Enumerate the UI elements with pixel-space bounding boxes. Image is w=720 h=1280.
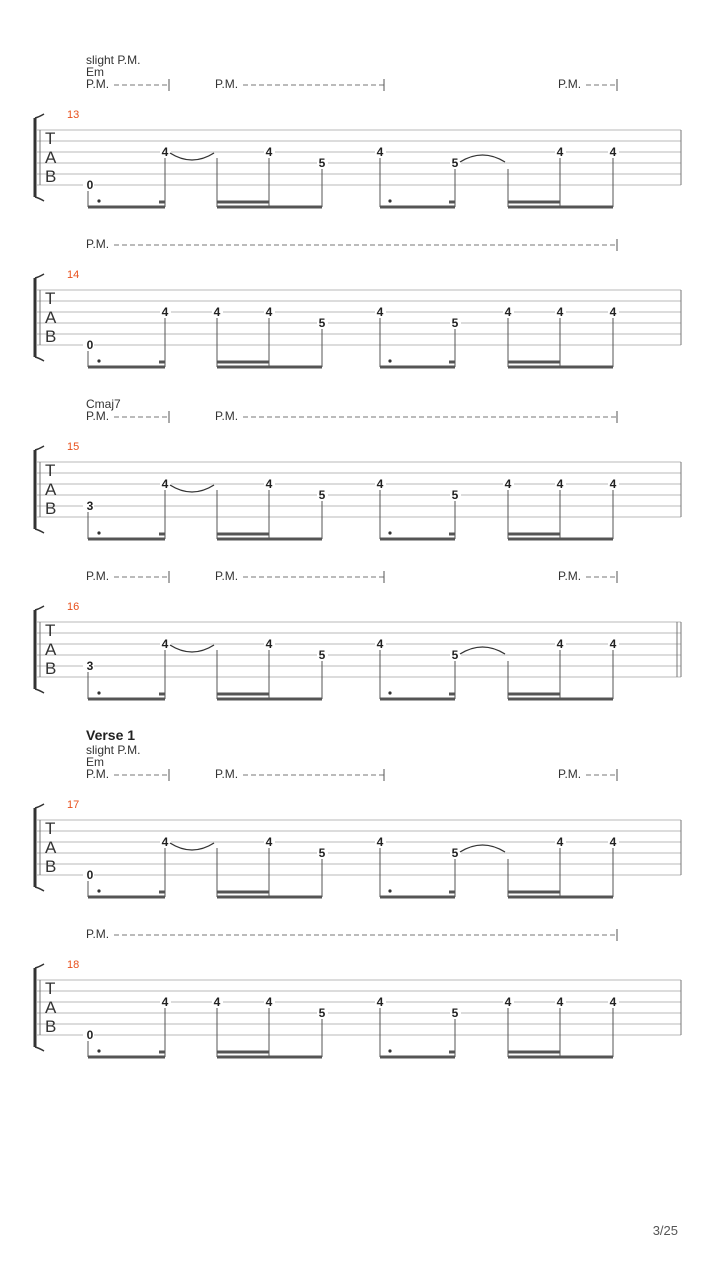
tie-arc [170,153,214,160]
tie-arc [170,485,214,492]
tab-clef-letter: A [45,480,57,499]
bracket-hook-top [35,114,44,118]
fret-number: 4 [265,145,273,159]
bar-number: 14 [67,269,80,281]
fret-number: 4 [161,995,169,1009]
fret-number: 4 [376,835,384,849]
tab-clef-letter: T [45,621,56,640]
fret-number: 4 [556,995,564,1009]
fret-number: 4 [161,637,169,651]
palm-mute-label: P.M. [558,77,582,91]
fret-number: 4 [376,637,384,651]
fret-number: 4 [504,995,512,1009]
bracket-hook-top [35,964,44,968]
fret-number: 4 [213,305,221,319]
rhythm-dot [97,691,100,694]
page-number: 3/25 [652,1223,678,1238]
bracket-hook-bottom [35,357,44,361]
fret-number: 4 [376,145,384,159]
rhythm-dot [388,889,391,892]
rhythm-dot [388,691,391,694]
fret-number: 4 [265,637,273,651]
fret-number: 3 [86,659,94,673]
fret-number: 0 [86,868,94,882]
fret-number: 4 [556,477,564,491]
fret-number: 4 [265,305,273,319]
tie-arc [170,843,214,850]
fret-number: 4 [376,477,384,491]
fret-number: 4 [556,305,564,319]
rhythm-dot [97,359,100,362]
fret-number: 5 [451,316,459,330]
bar-number: 18 [67,959,80,971]
fret-number: 4 [161,145,169,159]
fret-number: 5 [318,648,326,662]
slight-palm-mute-label: slight P.M. [86,53,141,67]
bracket-hook-bottom [35,689,44,693]
tie-arc [460,845,505,852]
bracket-hook-top [35,446,44,450]
slight-palm-mute-label: slight P.M. [86,743,141,757]
tab-clef-letter: B [45,499,57,518]
tab-clef-letter: B [45,659,57,678]
fret-number: 4 [161,835,169,849]
fret-number: 4 [161,305,169,319]
bar-number: 13 [67,109,80,121]
palm-mute-label: P.M. [558,569,582,583]
palm-mute-label: P.M. [215,569,239,583]
fret-number: 4 [609,477,617,491]
fret-number: 5 [451,156,459,170]
bracket-hook-bottom [35,887,44,891]
fret-number: 4 [609,145,617,159]
rhythm-dot [97,531,100,534]
fret-number: 0 [86,178,94,192]
fret-number: 5 [318,846,326,860]
tab-clef-letter: B [45,857,57,876]
tie-arc [460,155,505,162]
fret-number: 4 [504,477,512,491]
fret-number: 5 [451,846,459,860]
fret-number: 4 [556,637,564,651]
fret-number: 4 [556,835,564,849]
palm-mute-label: P.M. [86,77,110,91]
palm-mute-label: P.M. [558,767,582,781]
tab-clef-letter: T [45,819,56,838]
tab-clef-letter: A [45,148,57,167]
fret-number: 5 [318,156,326,170]
tab-clef-letter: A [45,640,57,659]
chord-name: Em [86,65,104,79]
fret-number: 4 [161,477,169,491]
tab-clef-letter: A [45,838,57,857]
tab-clef-letter: B [45,167,57,186]
fret-number: 4 [609,305,617,319]
bar-number: 16 [67,601,80,613]
rhythm-dot [388,199,391,202]
tab-clef-letter: T [45,461,56,480]
fret-number: 4 [213,995,221,1009]
fret-number: 0 [86,1028,94,1042]
tie-arc [170,645,214,652]
fret-number: 4 [609,995,617,1009]
rhythm-dot [97,889,100,892]
tab-clef-letter: T [45,979,56,998]
rhythm-dot [97,199,100,202]
palm-mute-label: P.M. [215,77,239,91]
palm-mute-label: P.M. [86,767,110,781]
bracket-hook-top [35,804,44,808]
tab-clef-letter: A [45,998,57,1017]
rhythm-dot [388,1049,391,1052]
bracket-hook-bottom [35,529,44,533]
palm-mute-label: P.M. [215,409,239,423]
rhythm-dot [388,359,391,362]
palm-mute-label: P.M. [215,767,239,781]
bar-number: 15 [67,441,80,453]
fret-number: 4 [376,995,384,1009]
bar-number: 17 [67,799,80,811]
fret-number: 3 [86,499,94,513]
bracket-hook-bottom [35,197,44,201]
fret-number: 4 [265,477,273,491]
palm-mute-label: P.M. [86,237,110,251]
tab-clef-letter: B [45,327,57,346]
rhythm-dot [97,1049,100,1052]
tab-clef-letter: A [45,308,57,327]
fret-number: 0 [86,338,94,352]
palm-mute-label: P.M. [86,409,110,423]
fret-number: 5 [318,1006,326,1020]
fret-number: 4 [609,835,617,849]
fret-number: 4 [376,305,384,319]
fret-number: 4 [556,145,564,159]
rhythm-dot [388,531,391,534]
tab-clef-letter: T [45,289,56,308]
palm-mute-label: P.M. [86,569,110,583]
chord-name: Cmaj7 [86,397,121,411]
fret-number: 5 [451,1006,459,1020]
fret-number: 5 [451,648,459,662]
palm-mute-label: P.M. [86,927,110,941]
tab-clef-letter: B [45,1017,57,1036]
fret-number: 4 [504,305,512,319]
section-heading: Verse 1 [86,727,136,743]
fret-number: 5 [318,488,326,502]
bracket-hook-top [35,606,44,610]
bracket-hook-top [35,274,44,278]
tie-arc [460,647,505,654]
fret-number: 4 [265,995,273,1009]
bracket-hook-bottom [35,1047,44,1051]
fret-number: 4 [609,637,617,651]
chord-name: Em [86,755,104,769]
fret-number: 4 [265,835,273,849]
tab-clef-letter: T [45,129,56,148]
fret-number: 5 [451,488,459,502]
fret-number: 5 [318,316,326,330]
